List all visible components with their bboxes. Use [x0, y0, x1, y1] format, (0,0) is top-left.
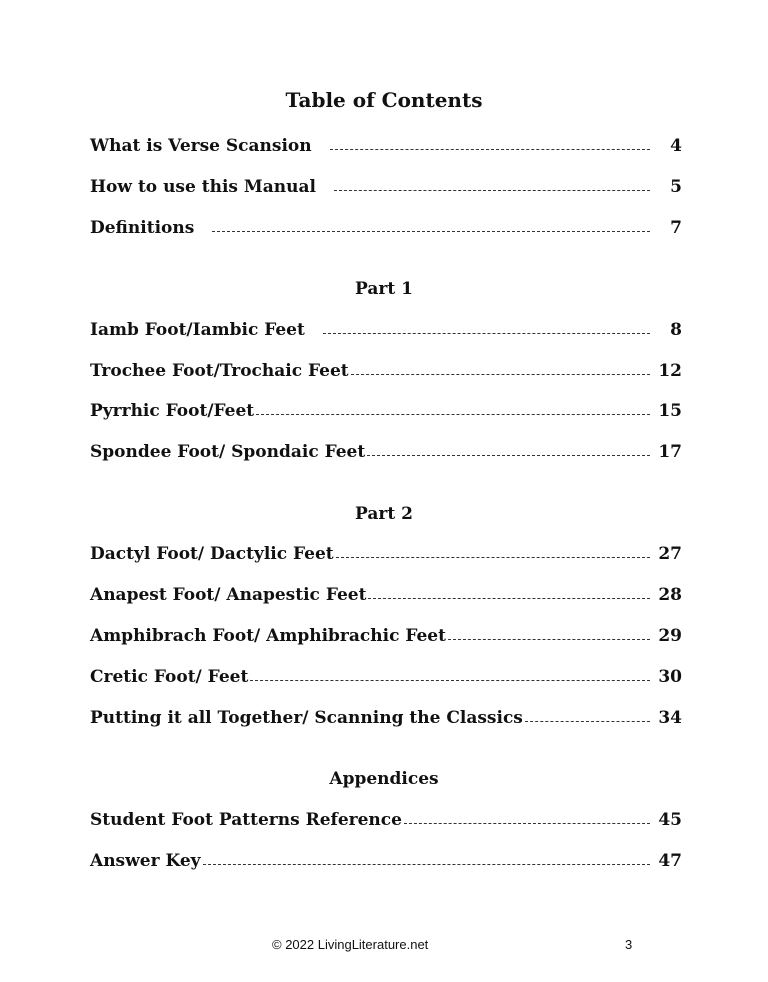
toc-entry-label: Trochee Foot/Trochaic Feet — [90, 361, 349, 381]
dot-leader — [368, 584, 650, 599]
toc-entry-label: Putting it all Together/ Scanning the Classics — [90, 708, 523, 728]
toc-entry-page: 34 — [658, 708, 682, 728]
dot-leader — [336, 543, 650, 558]
toc-entry-page: 28 — [658, 585, 682, 605]
toc-entry-page: 8 — [670, 320, 682, 340]
toc-entry-page: 47 — [658, 851, 682, 871]
toc-entry[interactable] — [90, 810, 682, 834]
toc-entry[interactable] — [90, 136, 682, 160]
section-heading-part-1: Part 1 — [355, 279, 413, 299]
toc-entry-page: 15 — [658, 401, 682, 421]
toc-entry-label: Dactyl Foot/ Dactylic Feet — [90, 544, 334, 564]
toc-entry-page: 27 — [658, 544, 682, 564]
toc-entry-label: Iamb Foot/Iambic Feet — [90, 320, 305, 340]
toc-entry[interactable] — [90, 177, 682, 201]
section-heading-appendices: Appendices — [329, 769, 439, 789]
toc-entry[interactable] — [90, 544, 682, 568]
dot-leader — [212, 217, 650, 232]
toc-entry-label: Pyrrhic Foot/Feet — [90, 401, 255, 421]
dot-leader — [404, 809, 650, 824]
toc-entry-label: Definitions — [90, 218, 195, 238]
toc-entry[interactable] — [90, 320, 682, 344]
dot-leader — [323, 319, 650, 334]
toc-entry-page: 5 — [670, 177, 682, 197]
toc-entry-page: 17 — [658, 442, 682, 462]
dot-leader — [330, 135, 650, 150]
toc-entry-page: 4 — [670, 136, 682, 156]
dot-leader — [367, 441, 650, 456]
dot-leader — [256, 400, 650, 415]
copyright-text: © 2022 LivingLiterature.net — [272, 937, 429, 952]
toc-entry[interactable] — [90, 708, 682, 732]
dot-leader — [448, 625, 650, 640]
toc-entry-page: 30 — [658, 667, 682, 687]
dot-leader — [525, 707, 650, 722]
toc-entry-label: Student Foot Patterns Reference — [90, 810, 402, 830]
toc-entry[interactable] — [90, 401, 682, 425]
toc-entry[interactable] — [90, 442, 682, 466]
dot-leader — [351, 360, 650, 375]
page-number: 3 — [625, 937, 633, 952]
toc-entry-page: 45 — [658, 810, 682, 830]
toc-entry-page: 12 — [658, 361, 682, 381]
section-heading-part-2: Part 2 — [355, 504, 413, 524]
toc-entry[interactable] — [90, 851, 682, 875]
toc-entry-label: Answer Key — [90, 851, 201, 871]
dot-leader — [250, 666, 650, 681]
toc-entry-label: Amphibrach Foot/ Amphibrachic Feet — [90, 626, 446, 646]
toc-entry-label: Spondee Foot/ Spondaic Feet — [90, 442, 366, 462]
toc-entry-label: Anapest Foot/ Anapestic Feet — [90, 585, 367, 605]
toc-entry[interactable] — [90, 626, 682, 650]
toc-entry-label: Cretic Foot/ Feet — [90, 667, 249, 687]
toc-entry-page: 29 — [658, 626, 682, 646]
toc-entry[interactable] — [90, 667, 682, 691]
toc-entry[interactable] — [90, 585, 682, 609]
toc-entry-page: 7 — [670, 218, 682, 238]
toc-entry-label: How to use this Manual — [90, 177, 316, 197]
page-title: Table of Contents — [285, 88, 483, 112]
toc-entry-label: What is Verse Scansion — [90, 136, 312, 156]
toc-entry[interactable] — [90, 218, 682, 242]
toc-entry[interactable] — [90, 361, 682, 385]
dot-leader — [203, 850, 650, 865]
dot-leader — [334, 176, 650, 191]
